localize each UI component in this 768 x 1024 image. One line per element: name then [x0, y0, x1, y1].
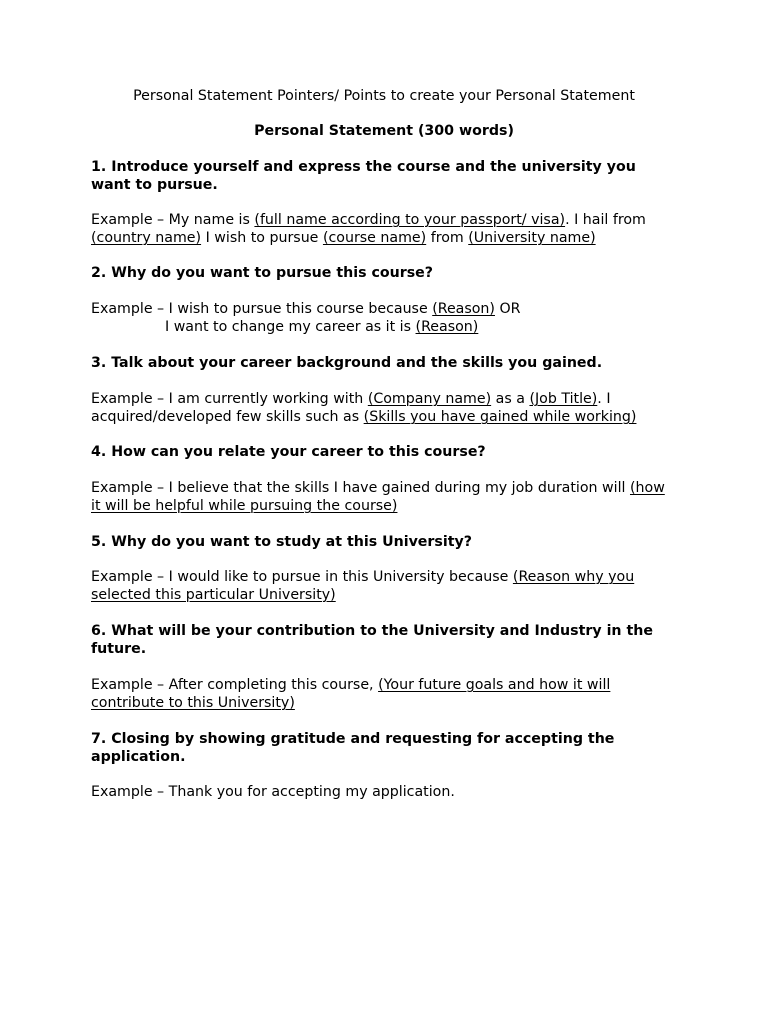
example-text: . I hail from [565, 212, 646, 228]
section-7-heading [91, 730, 681, 766]
example-line [91, 408, 681, 426]
placeholder-text: (University name) [468, 230, 596, 246]
heading-line: 3. Talk about your career background and the skills you gained. [91, 355, 603, 371]
placeholder-text: selected this particular University) [91, 587, 336, 603]
example-line [91, 300, 681, 318]
example-text: . I [597, 391, 611, 407]
example-line [91, 479, 681, 497]
example-line [91, 211, 681, 229]
section-1-heading [91, 158, 681, 194]
example-line [91, 497, 681, 515]
section-6-example [91, 676, 681, 712]
section-3-example [91, 390, 681, 426]
section-1-example [91, 211, 681, 247]
document-subtitle: Personal Statement (300 words) [254, 123, 514, 139]
example-text: Example – My name is [91, 212, 255, 228]
example-text: Example – I am currently working with [91, 391, 368, 407]
example-line [91, 676, 681, 694]
example-line [91, 694, 681, 712]
placeholder-text: (Skills you have gained while working) [363, 409, 637, 425]
heading-line: future. [91, 641, 147, 657]
example-text: I want to change my career as it is [165, 319, 416, 335]
section-2-heading [91, 264, 681, 282]
example-line [91, 318, 681, 336]
heading-line: want to pursue. [91, 177, 218, 193]
section-2-example [91, 300, 681, 336]
example-text: Example – After completing this course, [91, 677, 379, 693]
section-4-example [91, 479, 681, 515]
example-text: as a [491, 391, 530, 407]
placeholder-text: (Reason why you [512, 569, 635, 585]
example-line [91, 586, 681, 604]
example-text: acquired/developed few skills such as [91, 409, 364, 425]
heading-line: 6. What will be your contribution to the University and Industry in the [91, 623, 653, 639]
document-title: Personal Statement Pointers/ Points to create your Personal Statement [133, 88, 635, 104]
section-5-example [91, 568, 681, 604]
section-7-example [91, 783, 681, 801]
example-line [91, 783, 681, 801]
placeholder-text: (Job Title) [529, 391, 598, 407]
placeholder-text: (how [629, 480, 665, 496]
example-text: Example – I believe that the skills I have gained during my job duration will [91, 480, 630, 496]
example-text: Example – I would like to pursue in this University because [91, 569, 513, 585]
heading-line: 4. How can you relate your career to this course? [91, 444, 486, 460]
heading-line: 2. Why do you want to pursue this course? [91, 265, 434, 281]
example-text: Example – I wish to pursue this course because [91, 301, 433, 317]
placeholder-text: it will be helpful while pursuing the course) [91, 498, 398, 514]
placeholder-text: (course name) [322, 230, 427, 246]
example-line [91, 390, 681, 408]
placeholder-text: (Reason) [432, 301, 495, 317]
section-5-heading [91, 533, 681, 551]
heading-line: 7. Closing by showing gratitude and requesting for accepting the [91, 731, 615, 747]
placeholder-text: (full name according to your passport/ visa) [254, 212, 566, 228]
example-text: Example – Thank you for accepting my application. [91, 784, 455, 800]
placeholder-text: (Company name) [367, 391, 492, 407]
example-line [91, 229, 681, 247]
placeholder-text: (Reason) [415, 319, 479, 335]
section-4-heading [91, 443, 681, 461]
example-text: I wish to pursue [201, 230, 323, 246]
heading-line: application. [91, 749, 186, 765]
example-line [91, 568, 681, 586]
placeholder-text: (country name) [91, 230, 202, 246]
example-text: OR [494, 301, 521, 317]
section-3-heading [91, 354, 681, 372]
placeholder-text: (Your future goals and how it will [378, 677, 611, 693]
section-6-heading [91, 622, 681, 658]
placeholder-text: contribute to this University) [91, 695, 295, 711]
heading-line: 1. Introduce yourself and express the course and the university you [91, 159, 636, 175]
example-text: from [426, 230, 469, 246]
heading-line: 5. Why do you want to study at this University? [91, 534, 472, 550]
